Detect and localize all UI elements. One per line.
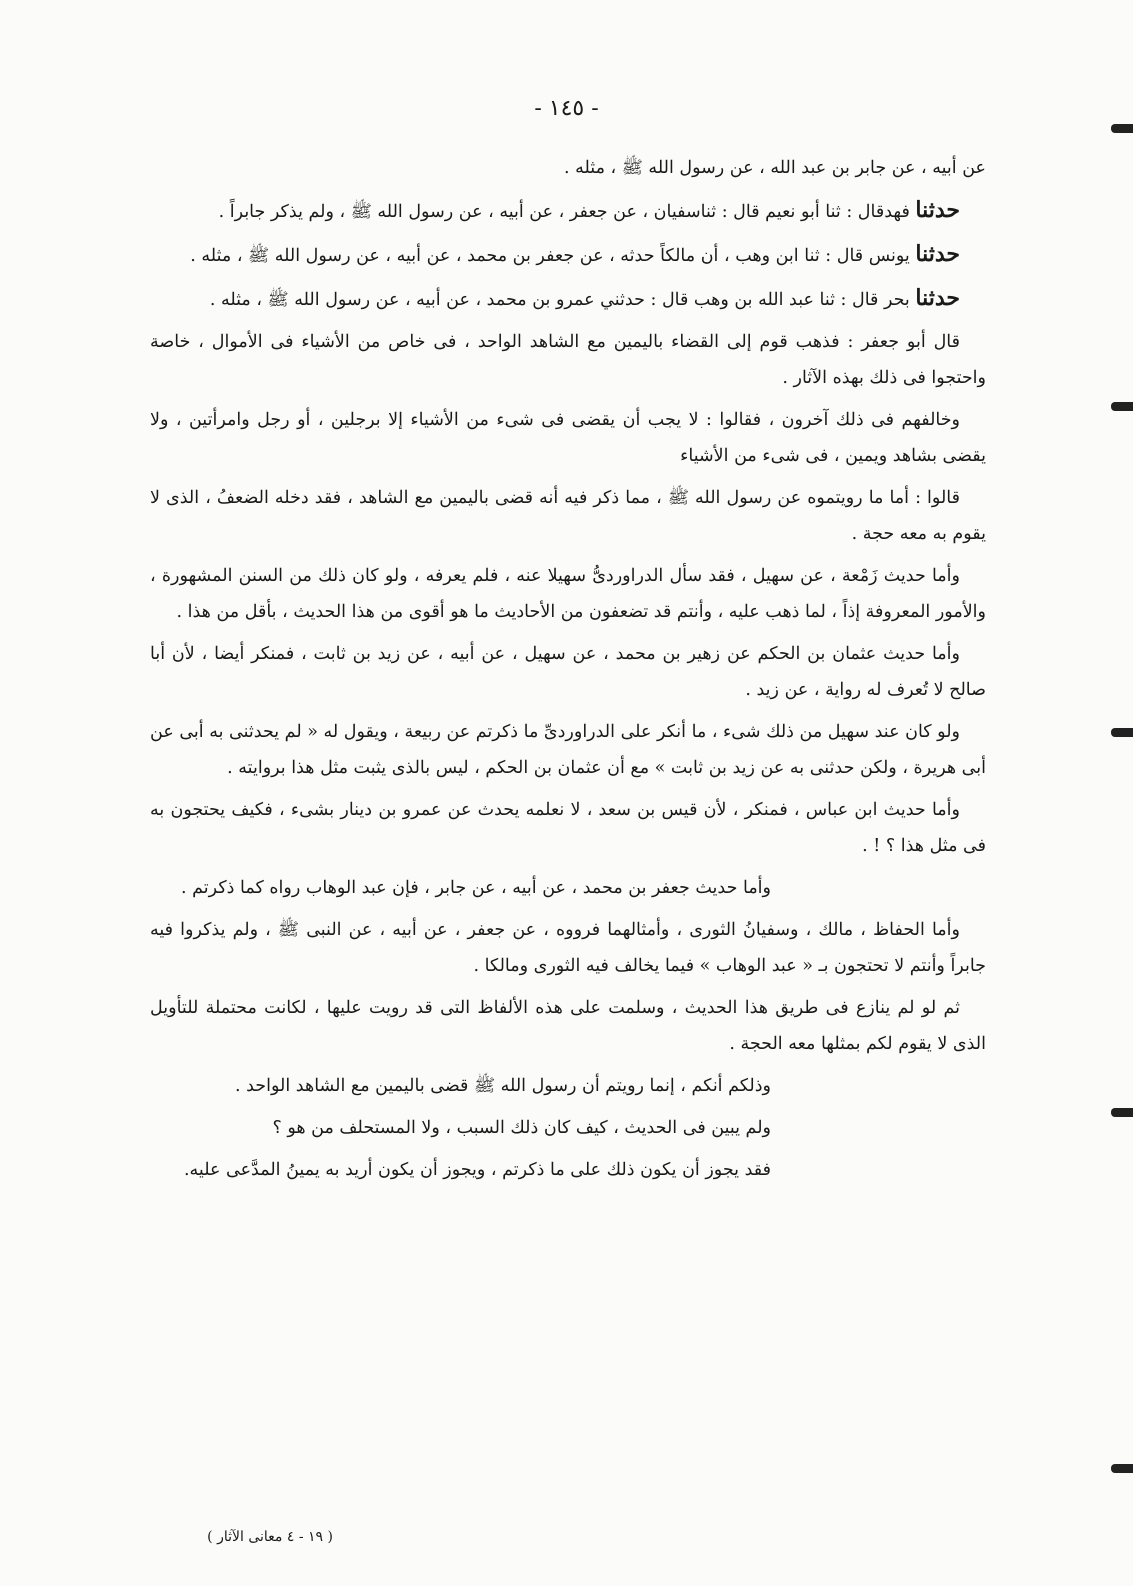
lead-word: حدثنا [915, 241, 960, 267]
paragraph-11: وأما حديث ابن عباس ، فمنكر ، لأن قيس بن سعد ، لا نعلمه يحدث عن عمرو بن دينار بشىء ، فكيف يحتجون به فى مثل هذا ؟ ! . [150, 800, 986, 856]
paragraph-15: وذلكم أنكم ، إنما رويتم أن رسول الله ﷺ قضى باليمين مع الشاهد الواحد . [235, 1076, 771, 1096]
page-edge-mark [1111, 124, 1133, 133]
page-edge-mark [1111, 1108, 1133, 1117]
page-edge-mark [1111, 1464, 1133, 1473]
body-text [150, 150, 986, 1194]
paragraph-8: وأما حديث زَمْعة ، عن سهيل ، فقد سأل الدراوردىُّ سهيلا عنه ، فلم يعرفه ، ولو كان ذلك من السنن المشهورة ، والأمور المعروفة إذاً ، لما ذهب عليه ، وأنتم قد تضعفون من الأحاديث ما هو أقوى من هذا الحديث ، بأقل من هذا . [150, 566, 986, 622]
lead-word: حدثنا [915, 197, 960, 223]
paragraph-12: وأما حديث جعفر بن محمد ، عن أبيه ، عن جابر ، فإن عبد الوهاب رواه كما ذكرتم . [181, 878, 771, 898]
paragraph-13: وأما الحفاظ ، مالك ، وسفيانُ الثورى ، وأمثالهما فرووه ، عن جعفر ، عن أبيه ، عن النبى ﷺ ، ولم يذكروا فيه جابراً وأنتم لا تحتجون بـ « عبد الوهاب » فيما يخالف فيه الثورى ومالكا . [150, 920, 986, 976]
paragraph-17: فقد يجوز أن يكون ذلك على ما ذكرتم ، ويجوز أن يكون أريد به يمينُ المدَّعى عليه. [183, 1160, 771, 1180]
lead-word: حدثنا [915, 285, 960, 311]
paragraph-3: حدثنا يونس قال : ثنا ابن وهب ، أن مالكاً حدثه ، عن جعفر بن محمد ، عن أبيه ، عن رسول الله ﷺ ، مثله . [190, 241, 960, 267]
paragraph-4: حدثنا بحر قال : ثنا عبد الله بن وهب قال : حدثني عمرو بن محمد ، عن أبيه ، عن رسول الله ﷺ ، مثله . [209, 285, 960, 311]
paragraph-2: حدثنا فهدقال : ثنا أبو نعيم قال : ثناسفيان ، عن جعفر ، عن أبيه ، عن رسول الله ﷺ ، ولم يذكر جابراً . [218, 197, 960, 223]
footnote: ( ١٩ - ٤ معانى الآثار ) [207, 1529, 333, 1545]
page-number: - ١٤٥ - [534, 96, 599, 121]
page-edge-mark [1111, 402, 1133, 411]
paragraph-9: وأما حديث عثمان بن الحكم عن زهير بن محمد ، عن سهيل ، عن أبيه ، عن زيد بن ثابت ، فمنكر أيضا ، لأن أبا صالح لا تُعرف له رواية ، عن زيد . [150, 644, 986, 700]
paragraph-14: ثم لو لم ينازع فى طريق هذا الحديث ، وسلمت على هذه الألفاظ التى قد رويت عليها ، لكانت محتملة للتأويل الذى لا يقوم لكم بمثلها معه الحجة . [150, 998, 986, 1054]
paragraph-1: عن أبيه ، عن جابر بن عبد الله ، عن رسول الله ﷺ ، مثله . [564, 158, 986, 178]
paragraph-16: ولم يبين فى الحديث ، كيف كان ذلك السبب ، ولا المستحلف من هو ؟ [272, 1118, 771, 1138]
paragraph-10: ولو كان عند سهيل من ذلك شىء ، ما أنكر على الدراوردىِّ ما ذكرتم عن ربيعة ، ويقول له « لم يحدثنى به أبى عن أبى هريرة ، ولكن حدثنى به عن زيد بن ثابت » مع أن عثمان بن الحكم ، ليس بالذى يثبت مثل هذا بروايته . [150, 722, 986, 778]
paragraph-7: قالوا : أما ما رويتموه عن رسول الله ﷺ ، مما ذكر فيه أنه قضى باليمين مع الشاهد ، فقد دخله الضعفُ ، الذى لا يقوم به معه حجة . [150, 488, 986, 544]
paragraph-6: وخالفهم فى ذلك آخرون ، فقالوا : لا يجب أن يقضى فى شىء من الأشياء إلا برجلين ، أو رجل وامرأتين ، ولا يقضى بشاهد ويمين ، فى شىء من الأشياء [150, 410, 986, 466]
paragraph-5: قال أبو جعفر : فذهب قوم إلى القضاء باليمين مع الشاهد الواحد ، فى خاص من الأشياء فى الأموال ، خاصة واحتجوا فى ذلك بهذه الآثار . [150, 332, 986, 388]
page-edge-mark [1111, 728, 1133, 737]
